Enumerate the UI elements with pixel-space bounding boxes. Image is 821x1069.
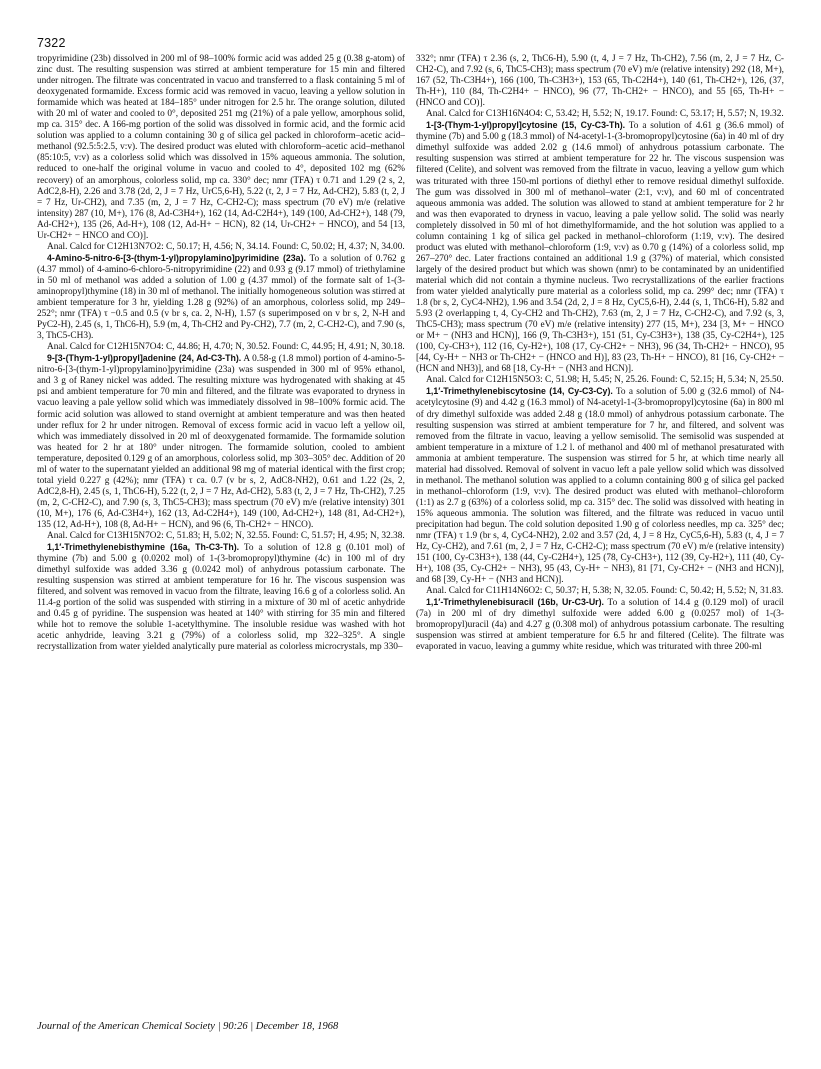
compound-heading: 1,1′-Trimethylenebiscytosine (14, Cy-C3-Cy).: [426, 386, 613, 397]
continued-paragraph: [37, 54, 405, 242]
procedure-paragraph: [416, 597, 784, 653]
page-number: 7322: [37, 36, 66, 50]
paragraph-text: Anal. Calcd for C12H13N7O2: C, 50.17; H, 4.56; N, 34.14. Found: C, 50.02; H, 4.37; N, 34.00.: [47, 241, 405, 252]
right-column: [416, 54, 784, 1009]
paragraph-text: 332°; nmr (TFA) τ 2.36 (s, 2, ThC6-H), 5.90 (t, 4, J = 7 Hz, Th-CH2), 7.56 (m, 2, J = 7 Hz, C-CH2-C), and 7.92 (s, 6, ThC5-CH3); mass spectrum (70 eV) m/e (relative intensity) 292 (18, M+), 167 (52, Th-C3H4+), 166 (100, Th-C3H3+), 153 (65, Th-C2H4+), 140 (61, Th-CH2+), 126, (37, Th-H+), 110 (84, Th-C2H4+ − HNCO), 96 (77, Th-CH2+ − HNCO), and 55 [65, Th-H+ − (HNCO and CO)].: [416, 54, 784, 109]
paragraph-text: To a solution of 4.61 g (36.6 mmol) of thymine (7b) and 5.00 g (18.3 mmol) of N4-acetyl-1-(3-bromopropyl)cytosine (6a) in 40 ml of dry dimethyl sulfoxide was added 2.02 g (14.6 mmol) of anhydrous potassium carbonate. The resulting suspension was stirred at ambient temperature for 22 hr. The viscous suspension was filtered (Celite), and solvent was removed from the filtrate in vacuo, leaving a yellow gum which was triturated with three 150-ml portions of diethyl ether to remove residual dimethyl sulfoxide. The gum was dissolved in 300 ml of methanol–water (2:1, v:v), and 60 ml of concentrated aqueous ammonia was added. The solution was allowed to stand at ambient temperature for 2 hr and was then evaporated to dryness in vacuo, leaving a pale yellow solid. The solid was nearly completely dissolved in 50 ml of hot dimethylformamide, and the hot solution was applied to a column containing 1 kg of silica gel packed in methanol–chloroform (1:19, v:v). The desired product was eluted with methanol–chloroform (1:9, v:v) as 0.70 g (14%) of a colorless solid, mp 267–270° dec. Later fractions contained an additional 1.9 g (37%) of material, which consisted largely of the desired product but which was shown (nmr) to be contaminated by an unidentified material which did not contain a thymine nucleus. Two recrystallizations of the earlier fractions from water yielded analytically pure material as a colorless solid, mp ca. 299° dec; nmr (TFA) τ 1.8 (br s, 2, CyC4-NH2), 1.96 and 3.54 (2d, 2, J = 8 Hz, CyC5,6-H), 2.44 (s, 1, ThC6-H), 5.82 and 5.93 (2 overlapping t, 4, Cy-CH2 and Th-CH2), 7.63 (m, 2, J = 7 Hz, C-CH2-C), and 7.92 (s, 3, ThC5-CH3); mass spectrum (70 eV) m/e (relative intensity) 277 (15, M+), 234 [3, M+ − HNCO or M+ − (NH3 and HCN)], 166 (9, Th-C3H3+), 151 (51, Cy-C3H3+), 138 (35, Cy-C2H4+), 125 (100, Cy-CH3+), 112 (16, Cy-H2+), 108 (17, Cy-CH2+ − NH3), 96 (34, Th-CH2+ − HNCO), 95 [44, Cy-H+ − NH3 or Th-CH2+ − (HNCO and H)], 83 (23, Th-H+ − HNCO), 81 [16, Cy-CH2+ − (HCN and NH3)], and 68 [18, Cy-H+ − (NH3 and HCN)].: [416, 121, 784, 375]
paragraph-text: To a solution of 12.8 g (0.101 mol) of thymine (7b) and 5.00 g (0.0202 mol) of 1-(3-bromopropyl)thymine (4c) in 100 ml of dry dimethyl sulfoxide was added 3.36 g (0.0242 mol) of anhydrous potassium carbonate. The resulting suspension was stirred at ambient temperature for 16 hr. The viscous suspension was filtered, and solvent was removed in vacuo from the filtrate, leaving 16.6 g of a colorless solid. An 11.4-g portion of the solid was suspended with stirring in a mixture of 30 ml of acetic anhydride and 0.45 g of pyridine. The suspension was heated at 140° with stirring for 35 min and filtered while hot to remove the soluble 1-acetylthymine. The insoluble residue was washed with hot acetic anhydride, leaving 3.21 g (79%) of a colorless solid, mp 322–325°. A single recrystallization from water yielded analytically pure material as colorless microcrystals, mp 330–: [37, 543, 405, 653]
elemental-analysis: [416, 109, 784, 120]
elemental-analysis: [37, 242, 405, 253]
paragraph-text: Anal. Calcd for C12H15N7O4: C, 44.86; H, 4.70; N, 30.52. Found: C, 44.95; H, 4.91; N, 30.18.: [47, 342, 405, 353]
compound-heading: 1,1′-Trimethylenebisthymine (16a, Th-C3-Th).: [47, 542, 240, 553]
elemental-analysis: [37, 531, 405, 542]
elemental-analysis: [37, 342, 405, 353]
elemental-analysis: [416, 375, 784, 386]
compound-heading: 9-[3-(Thym-1-yl)propyl]adenine (24, Ad-C3-Th).: [47, 353, 242, 364]
journal-footer: Journal of the American Chemical Society | 90:26 | December 18, 1968: [37, 1021, 339, 1032]
paragraph-text: tropyrimidine (23b) dissolved in 200 ml of 98–100% formic acid was added 25 g (0.38 g-atom) of zinc dust. The resulting suspension was stirred at ambient temperature for 15 min and filtered under nitrogen. The filtrate was concentrated in vacuo and transferred to a flask containing 5 ml of deoxygenated formamide. Excess formic acid was removed in vacuo, leaving a yellow solution in formamide which was heated at 184–185° under nitrogen for 2.5 hr. The orange solution, diluted with 20 ml of water and cooled to 0°, deposited 251 mg (21%) of a pale yellow, amorphous solid, mp ca. 315° dec. A 166-mg portion of the solid was dissolved in formic acid, and the formic acid solution was applied to a column containing 30 g of silica gel packed in chloroform–acetic acid–methanol (92.5:5:2.5, v:v). The desired product was eluted with chloroform–acetic acid–methanol (85:10:5, v:v) as a colorless solid which was dissolved in 15% aqueous ammonia. The solution, reduced to one-half the original volume in vacuo and cooled to 4°, deposited 102 mg (62% recovery) of an amorphous, colorless solid, mp ca. 330° dec; nmr (TFA) τ 0.71 and 1.29 (2 s, 2, AdC2,8-H), 2.26 and 3.78 (2d, 2, J = 7 Hz, UrC5,6-H), 5.22 (t, 2, J = 7 Hz, Ad-CH2), 5.83 (t, 2, J = 7 Hz, Ur-CH2), and 7.35 (m, 2, J = 7 Hz, C-CH2-C); mass spectrum (70 eV) m/e (relative intensity) 287 (10, M+), 176 (8, Ad-C3H4+), 162 (14, Ad-C2H4+), 149 (100, Ad-CH2+), 148 (79, Ad-CH2+), 135 (26, Ad-H+), 108 (12, Ad-H+ − HCN), 82 (14, Ur-CH2+ − HNCO), and 54 [13, Ur-CH2+ − HNCO and CO)].: [37, 54, 405, 241]
paragraph-text: Anal. Calcd for C13H15N7O2: C, 51.83; H, 5.02; N, 32.55. Found: C, 51.57; H, 4.95; N, 32.38.: [47, 531, 405, 542]
compound-heading: 1-[3-(Thym-1-yl)propyl]cytosine (15, Cy-C3-Th).: [426, 120, 626, 131]
paragraph-text: Anal. Calcd for C13H16N4O4: C, 53.42; H, 5.52; N, 19.17. Found: C, 53.17; H, 5.57; N, 19.32.: [426, 109, 784, 120]
procedure-paragraph: [37, 542, 405, 653]
procedure-paragraph: [416, 386, 784, 586]
paragraph-text: A 0.58-g (1.8 mmol) portion of 4-amino-5-nitro-6-[3-(thym-1-yl)propylamino]pyrimidine (23a) was suspended in 300 ml of 95% ethanol, and 3 g of Raney nickel was added. The resulting mixture was hydrogenated with shaking at 45 psi and ambient temperature for 70 min and filtered, and the filtrate was evaporated to dryness in vacuo leaving a pale yellow solid which was immediately dissolved in 98–100% formic acid. The formic acid solution was allowed to stand overnight at ambient temperature and was then heated under reflux for 2 hr under nitrogen. Removal of excess formic acid in vacuo left a yellow oil, which was immediately dissolved in 20 ml of deoxygenated formamide. The formamide solution was heated for 2 hr at 180° under nitrogen. The formamide solution, cooled to ambient temperature, deposited 0.129 g of an amorphous, colorless solid, mp 303–305° dec. Addition of 20 ml of water to the supernatant yielded an additional 98 mg of material identical with the first crop; total yield 0.227 g (42%); nmr (TFA) τ ca. 0.7 (v br s, 2, AdC8-NH2), 0.61 and 1.22 (2s, 2, AdC2,8-H), 2.45 (s, 1, ThC6-H), 5.22 (t, 2, J = 7 Hz, Ad-CH2), 5.83 (t, 2, J = 7 Hz, Th-CH2), 7.25 (m, 2, C-CH2-C), and 7.90 (s, 3, ThC5-CH3); mass spectrum (70 eV) m/e (relative intensity) 301 (10, M+), 176 (6, Ad-C3H4+), 162 (13, Ad-C2H4+), 149 (100, Ad-CH2+), 148 (81, Ad-CH2+), 135 (12, Ad-H+), 108 (8, Ad-H+ − HCN), and 96 (6, Th-CH2+ − HNCO).: [37, 354, 405, 530]
elemental-analysis: [416, 586, 784, 597]
paragraph-text: Anal. Calcd for C12H15N5O3: C, 51.98; H, 5.45; N, 25.26. Found: C, 52.15; H, 5.34; N, 25.50.: [426, 375, 784, 386]
paragraph-text: To a solution of 0.762 g (4.37 mmol) of 4-amino-6-chloro-5-nitropyrimidine (22) and 0.93 g (9.17 mmol) of triethylamine in 50 ml of methanol was added a solution of 1.00 g (4.37 mmol) of the formate salt of 1-(3-aminopropyl)thymine (18) in 30 ml of methanol. The initially homogeneous solution was stirred at ambient temperature for 3 hr, yielding 1.28 g (92%) of an amorphous, colorless solid, mp 249–252°; nmr (TFA) τ −0.5 and 0.5 (v br s, ca. 2, N-H), 1.57 (s superimposed on v br s, 2, N-H and PyC2-H), 2.45 (s, 1, ThC6-H), 5.9 (m, 4, Th-CH2 and Py-CH2), 7.7 (m, 2, C-CH2-C), and 7.90 (s, 3, ThC5-CH3).: [37, 253, 405, 342]
procedure-paragraph: [416, 120, 784, 375]
left-column: [37, 54, 405, 1009]
compound-heading: 4-Amino-5-nitro-6-[3-(thym-1-yl)propylamino]pyrimidine (23a).: [47, 252, 306, 263]
compound-heading: 1,1′-Trimethylenebisuracil (16b, Ur-C3-Ur).: [426, 597, 604, 608]
procedure-paragraph: [37, 353, 405, 531]
paragraph-text: Anal. Calcd for C11H14N6O2: C, 50.37; H, 5.38; N, 32.05. Found: C, 50.42; H, 5.52; N, 31.83.: [426, 586, 784, 597]
continued-paragraph: [416, 54, 784, 109]
paragraph-text: To a solution of 14.4 g (0.129 mol) of uracil (7a) in 200 ml of dry dimethyl sulfoxide were added 6.00 g (0.0257 mol) of 1-(3-bromopropyl)uracil (4a) and 4.27 g (0.308 mol) of anhydrous potassium carbonate. The resulting suspension was stirred at ambient temperature for 6.5 hr and filtered (Celite). The filtrate was evaporated in vacuo, leaving a gummy white residue, which was triturated with three 200-ml: [416, 598, 784, 653]
procedure-paragraph: [37, 253, 405, 342]
paragraph-text: To a solution of 5.00 g (32.6 mmol) of N4-acetylcytosine (9) and 4.42 g (16.3 mmol) of N4-acetyl-1-(3-bromopropyl)cytosine (6a) in 800 ml of dry dimethyl sulfoxide was added 2.48 g (18.0 mmol) of anhydrous potassium carbonate. The resulting suspension was stirred at ambient temperature for 7 hr, and filtered, and solvent was removed from the filtrate in vacuo, leaving a yellow semisolid. The semisolid was suspended at ambient temperature in a mixture of 1.2 l. of methanol and 400 ml of methanol presaturated with ammonia at ambient temperature. The suspension was stirred for 5 hr, at which time nearly all material had dissolved. Removal of solvent in vacuo left a pale yellow solid which was dissolved in methanol. The methanol solution was applied to a column containing 800 g of silica gel packed in methanol–chloroform (1:9, v:v). The desired product was eluted with methanol–chloroform (1:1) as 2.7 g (63%) of a colorless solid, mp ca. 315° dec. The solid was dissolved with heating in 15% aqueous ammonia. The solution was filtered, and the filtrate was reduced in vacuo until precipitation had begun. The cold solution deposited 1.90 g of colorless needles, mp ca. 325° dec; nmr (TFA) τ 1.9 (br s, 4, CyC4-NH2), 2.02 and 3.57 (2d, 4, J = 8 Hz, CyC5,6-H), 5.83 (t, 4, J = 7 Hz, Cy-CH2), and 7.61 (m, 2, J = 7 Hz, C-CH2-C); mass spectrum (70 eV) m/e (relative intensity) 151 (100, Cy-C3H3+), 138 (44, Cy-C2H4+), 125 (78, Cy-CH3+), 112 (39, Cy-H2+), 111 (40, Cy-H+), 108 (35, Cy-CH2+ − NH3), 95 (43, Cy-H+ − NH3), 81 [71, Cy-CH2+ − (NH3 and HCN)], and 68 [39, Cy-H+ − (NH3 and HCN)].: [416, 387, 784, 586]
